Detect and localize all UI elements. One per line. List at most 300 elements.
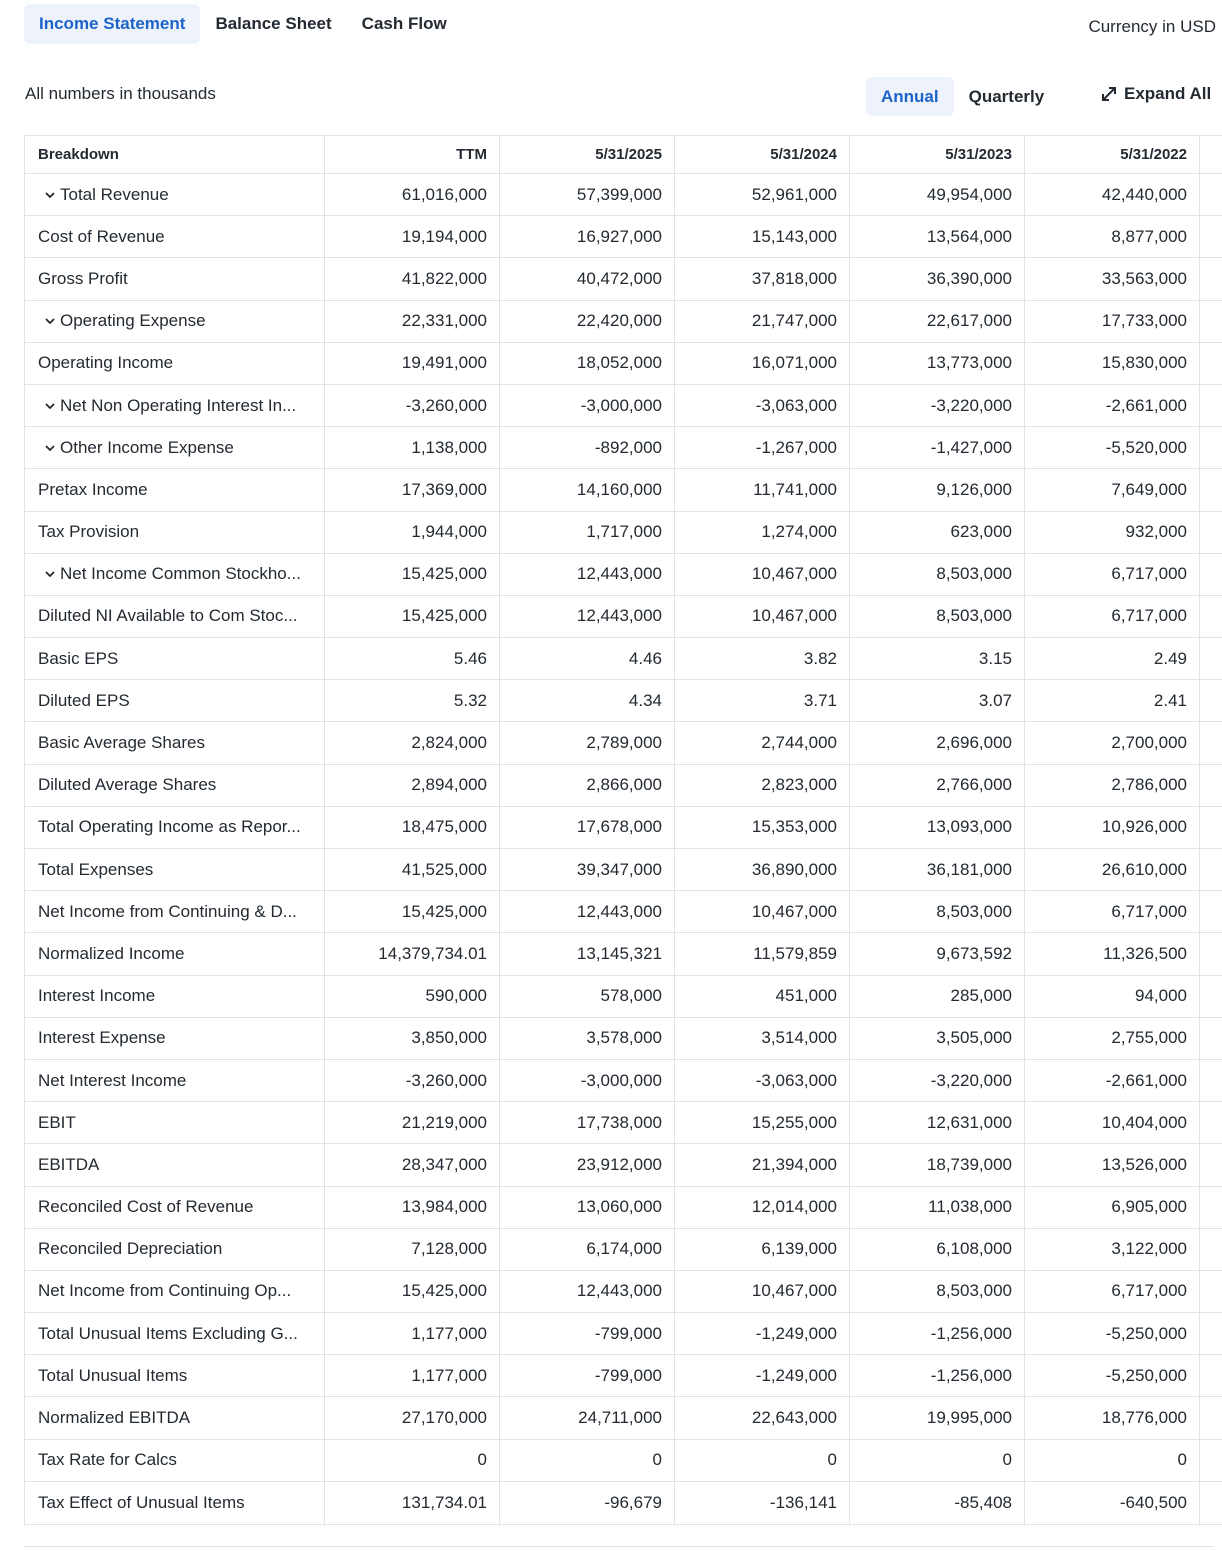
value-cell: 8,503,000 [850,596,1025,637]
value-cell: 1,274,000 [675,512,850,553]
value-cell: 18,776,000 [1025,1397,1200,1438]
value-cell: 94,000 [1025,976,1200,1017]
expand-all-button[interactable] [1100,84,1211,104]
row-spacer [1200,1229,1222,1270]
row-spacer [1200,1102,1222,1143]
value-cell: 15,143,000 [675,216,850,257]
table-row [25,638,1222,680]
value-cell: 2.41 [1025,680,1200,721]
header-2024: 5/31/2024 [675,136,850,173]
value-cell: -1,267,000 [675,427,850,468]
table-row [25,891,1222,933]
value-cell: 19,995,000 [850,1397,1025,1438]
value-cell: 6,717,000 [1025,554,1200,595]
value-cell: 12,443,000 [500,1271,675,1312]
row-label: Diluted NI Available to Com Stoc... [38,606,298,626]
row-label-cell [25,1229,325,1270]
value-cell: 2,755,000 [1025,1018,1200,1059]
value-cell: 24,711,000 [500,1397,675,1438]
value-cell: -2,661,000 [1025,385,1200,426]
value-cell: 3,505,000 [850,1018,1025,1059]
value-cell: 49,954,000 [850,174,1025,215]
value-cell: 15,425,000 [325,1271,500,1312]
value-cell: 11,038,000 [850,1187,1025,1228]
value-cell: 19,491,000 [325,343,500,384]
table-row [25,427,1222,469]
row-spacer [1200,1440,1222,1481]
row-label: Pretax Income [38,479,148,499]
table-row [25,469,1222,511]
value-cell: 3.82 [675,638,850,679]
value-cell: 22,617,000 [850,301,1025,342]
table-row [25,807,1222,849]
table-row [25,1440,1222,1482]
value-cell: 2,700,000 [1025,722,1200,763]
bottom-divider [24,1546,1214,1547]
row-spacer [1200,1271,1222,1312]
table-row [25,216,1222,258]
table-row [25,1144,1222,1186]
row-label: Total Operating Income as Repor... [38,817,301,837]
annual-button[interactable]: Annual [866,77,954,116]
row-spacer [1200,976,1222,1017]
value-cell: 6,905,000 [1025,1187,1200,1228]
value-cell: 10,404,000 [1025,1102,1200,1143]
value-cell: 22,331,000 [325,301,500,342]
expand-all-label: Expand All [1124,84,1212,103]
value-cell: 1,177,000 [325,1355,500,1396]
value-cell: 13,564,000 [850,216,1025,257]
table-row [25,1187,1222,1229]
row-spacer [1200,427,1222,468]
value-cell: 11,326,500 [1025,933,1200,974]
row-spacer [1200,1397,1222,1438]
row-label-cell [25,765,325,806]
row-label: Normalized Income [38,943,185,963]
value-cell: 578,000 [500,976,675,1017]
chevron-down-icon[interactable] [41,400,59,412]
value-cell: 0 [325,1440,500,1481]
value-cell: 61,016,000 [325,174,500,215]
value-cell: 12,443,000 [500,554,675,595]
row-label-cell [25,891,325,932]
row-label: Net Income from Continuing & D... [38,901,297,921]
value-cell: 10,467,000 [675,891,850,932]
value-cell: -1,249,000 [675,1313,850,1354]
row-label-cell [25,258,325,299]
value-cell: 36,390,000 [850,258,1025,299]
row-label: Total Revenue [60,184,169,204]
quarterly-button[interactable]: Quarterly [968,87,1045,106]
row-label: Basic Average Shares [38,733,205,753]
value-cell: -799,000 [500,1355,675,1396]
value-cell: 8,503,000 [850,1271,1025,1312]
table-header-row [25,136,1222,174]
row-label-cell[interactable] [25,385,325,426]
value-cell: 8,503,000 [850,891,1025,932]
table-row [25,343,1222,385]
row-label-cell[interactable] [25,554,325,595]
value-cell: 6,174,000 [500,1229,675,1270]
value-cell: 12,014,000 [675,1187,850,1228]
value-cell: 3,514,000 [675,1018,850,1059]
value-cell: 8,877,000 [1025,216,1200,257]
value-cell: 10,467,000 [675,1271,850,1312]
value-cell: -3,260,000 [325,385,500,426]
row-label: Diluted Average Shares [38,775,217,795]
row-label: Normalized EBITDA [38,1408,191,1428]
table-row [25,1229,1222,1271]
value-cell: 7,128,000 [325,1229,500,1270]
value-cell: 12,443,000 [500,596,675,637]
value-cell: 5.32 [325,680,500,721]
value-cell: 2,866,000 [500,765,675,806]
value-cell: 16,071,000 [675,343,850,384]
row-label: Other Income Expense [60,437,234,457]
table-row [25,976,1222,1018]
value-cell: 15,255,000 [675,1102,850,1143]
table-row [25,1018,1222,1060]
value-cell: 2,766,000 [850,765,1025,806]
value-cell: 623,000 [850,512,1025,553]
value-cell: 57,399,000 [500,174,675,215]
row-label: Tax Effect of Unusual Items [38,1492,245,1512]
table-row [25,174,1222,216]
row-spacer [1200,933,1222,974]
row-spacer [1200,1144,1222,1185]
value-cell: -1,256,000 [850,1313,1025,1354]
value-cell: 21,219,000 [325,1102,500,1143]
row-spacer [1200,1355,1222,1396]
value-cell: 4.46 [500,638,675,679]
row-spacer [1200,1313,1222,1354]
value-cell: 6,139,000 [675,1229,850,1270]
value-cell: 2,789,000 [500,722,675,763]
value-cell: 1,177,000 [325,1313,500,1354]
value-cell: 14,379,734.01 [325,933,500,974]
row-label: Basic EPS [38,648,119,668]
row-spacer [1200,1060,1222,1101]
header-spacer [1200,136,1222,173]
value-cell: 10,467,000 [675,596,850,637]
value-cell: 3,578,000 [500,1018,675,1059]
value-cell: 52,961,000 [675,174,850,215]
row-label-cell[interactable] [25,301,325,342]
value-cell: 19,194,000 [325,216,500,257]
row-label: Net Income from Continuing Op... [38,1281,292,1301]
value-cell: 0 [500,1440,675,1481]
row-label: EBIT [38,1112,76,1132]
value-cell: 39,347,000 [500,849,675,890]
tab-balance-sheet[interactable]: Balance Sheet [215,14,332,33]
value-cell: 21,747,000 [675,301,850,342]
row-label-cell [25,807,325,848]
value-cell: 131,734.01 [325,1482,500,1524]
value-cell: -3,260,000 [325,1060,500,1101]
row-spacer [1200,891,1222,932]
value-cell: 16,927,000 [500,216,675,257]
row-label-cell [25,1313,325,1354]
value-cell: -5,520,000 [1025,427,1200,468]
value-cell: 13,984,000 [325,1187,500,1228]
value-cell: 5.46 [325,638,500,679]
row-label: Interest Income [38,986,156,1006]
table-row [25,596,1222,638]
row-label-cell [25,469,325,510]
value-cell: -136,141 [675,1482,850,1524]
value-cell: 36,890,000 [675,849,850,890]
value-cell: 11,579,859 [675,933,850,974]
value-cell: 0 [675,1440,850,1481]
value-cell: -892,000 [500,427,675,468]
value-cell: 3,122,000 [1025,1229,1200,1270]
table-row [25,849,1222,891]
value-cell: -799,000 [500,1313,675,1354]
table-row [25,554,1222,596]
value-cell: -85,408 [850,1482,1025,1524]
tab-income-statement[interactable]: Income Statement [24,4,200,44]
header-2023: 5/31/2023 [850,136,1025,173]
value-cell: 23,912,000 [500,1144,675,1185]
row-label: Diluted EPS [38,690,130,710]
row-spacer [1200,849,1222,890]
value-cell: 12,631,000 [850,1102,1025,1143]
row-label-cell [25,638,325,679]
table-row [25,680,1222,722]
value-cell: -1,427,000 [850,427,1025,468]
value-cell: 2,894,000 [325,765,500,806]
value-cell: 1,138,000 [325,427,500,468]
row-spacer [1200,638,1222,679]
value-cell: -96,679 [500,1482,675,1524]
row-label-cell [25,1187,325,1228]
row-label-cell [25,1060,325,1101]
value-cell: 15,425,000 [325,596,500,637]
value-cell: 3.15 [850,638,1025,679]
row-label: Cost of Revenue [38,226,165,246]
value-cell: 2,696,000 [850,722,1025,763]
value-cell: 6,717,000 [1025,891,1200,932]
row-label-cell [25,1102,325,1143]
row-label-cell [25,1144,325,1185]
value-cell: 6,108,000 [850,1229,1025,1270]
row-label-cell [25,976,325,1017]
chevron-down-icon[interactable] [41,442,59,454]
value-cell: 7,649,000 [1025,469,1200,510]
value-cell: 21,394,000 [675,1144,850,1185]
value-cell: -5,250,000 [1025,1313,1200,1354]
row-label-cell [25,849,325,890]
value-cell: 1,944,000 [325,512,500,553]
value-cell: 13,526,000 [1025,1144,1200,1185]
table-row [25,1355,1222,1397]
value-cell: 33,563,000 [1025,258,1200,299]
row-spacer [1200,1187,1222,1228]
tab-cash-flow[interactable]: Cash Flow [361,14,447,33]
chevron-down-icon[interactable] [41,189,59,201]
value-cell: 590,000 [325,976,500,1017]
currency-note: Currency in USD [1088,17,1216,36]
chevron-down-icon[interactable] [41,568,59,580]
value-cell: 28,347,000 [325,1144,500,1185]
table-row [25,1397,1222,1439]
table-row [25,301,1222,343]
row-label: Reconciled Depreciation [38,1239,223,1259]
row-label: Net Non Operating Interest In... [60,395,297,415]
row-label-cell [25,1271,325,1312]
row-label: Reconciled Cost of Revenue [38,1197,254,1217]
table-row [25,1482,1222,1524]
row-spacer [1200,385,1222,426]
value-cell: 2,786,000 [1025,765,1200,806]
value-cell: 6,717,000 [1025,1271,1200,1312]
row-spacer [1200,807,1222,848]
expand-icon [1100,85,1118,103]
value-cell: -640,500 [1025,1482,1200,1524]
value-cell: 15,425,000 [325,891,500,932]
value-cell: 10,926,000 [1025,807,1200,848]
row-label-cell [25,216,325,257]
row-spacer [1200,216,1222,257]
value-cell: 18,052,000 [500,343,675,384]
row-label-cell [25,1018,325,1059]
row-spacer [1200,301,1222,342]
value-cell: 14,160,000 [500,469,675,510]
statement-tabs [24,4,462,44]
value-cell: -3,220,000 [850,1060,1025,1101]
value-cell: 41,525,000 [325,849,500,890]
value-cell: 11,741,000 [675,469,850,510]
row-label: Net Interest Income [38,1070,187,1090]
chevron-down-icon[interactable] [41,315,59,327]
value-cell: 9,673,592 [850,933,1025,974]
table-row [25,1060,1222,1102]
table-row [25,512,1222,554]
value-cell: 42,440,000 [1025,174,1200,215]
value-cell: 285,000 [850,976,1025,1017]
row-label: Operating Income [38,353,174,373]
row-label-cell [25,343,325,384]
value-cell: 22,643,000 [675,1397,850,1438]
value-cell: 13,145,321 [500,933,675,974]
value-cell: 6,717,000 [1025,596,1200,637]
header-breakdown: Breakdown [25,136,325,173]
row-label: Total Unusual Items [38,1365,188,1385]
value-cell: 2,744,000 [675,722,850,763]
row-spacer [1200,1482,1222,1524]
row-label: Total Unusual Items Excluding G... [38,1323,298,1343]
row-label: Operating Expense [60,311,206,331]
row-spacer [1200,765,1222,806]
row-spacer [1200,596,1222,637]
row-label-cell [25,1397,325,1438]
table-row [25,722,1222,764]
value-cell: 2.49 [1025,638,1200,679]
value-cell: -3,220,000 [850,385,1025,426]
value-cell: 37,818,000 [675,258,850,299]
row-label: Interest Expense [38,1028,166,1048]
row-label-cell[interactable] [25,174,325,215]
period-toggle [866,77,1059,116]
value-cell: 40,472,000 [500,258,675,299]
row-label-cell [25,1482,325,1524]
header-2022: 5/31/2022 [1025,136,1200,173]
value-cell: 15,353,000 [675,807,850,848]
value-cell: 0 [1025,1440,1200,1481]
value-cell: 13,773,000 [850,343,1025,384]
row-spacer [1200,722,1222,763]
value-cell: 15,830,000 [1025,343,1200,384]
row-label: Total Expenses [38,859,154,879]
value-cell: 22,420,000 [500,301,675,342]
value-cell: -1,249,000 [675,1355,850,1396]
row-spacer [1200,1018,1222,1059]
value-cell: 26,610,000 [1025,849,1200,890]
value-cell: -5,250,000 [1025,1355,1200,1396]
table-row [25,765,1222,807]
value-cell: 36,181,000 [850,849,1025,890]
value-cell: 3.07 [850,680,1025,721]
value-cell: 2,823,000 [675,765,850,806]
value-cell: 1,717,000 [500,512,675,553]
row-label-cell [25,680,325,721]
row-spacer [1200,343,1222,384]
row-label: EBITDA [38,1154,100,1174]
value-cell: 9,126,000 [850,469,1025,510]
value-cell: 932,000 [1025,512,1200,553]
value-cell: 15,425,000 [325,554,500,595]
financials-table [24,135,1222,1525]
table-row [25,258,1222,300]
value-cell: 451,000 [675,976,850,1017]
row-spacer [1200,258,1222,299]
row-label-cell [25,933,325,974]
table-row [25,933,1222,975]
units-note: All numbers in thousands [25,84,216,103]
value-cell: -2,661,000 [1025,1060,1200,1101]
row-spacer [1200,469,1222,510]
row-label-cell [25,596,325,637]
header-ttm: TTM [325,136,500,173]
table-row [25,385,1222,427]
row-spacer [1200,512,1222,553]
value-cell: -3,063,000 [675,385,850,426]
value-cell: 12,443,000 [500,891,675,932]
value-cell: 17,738,000 [500,1102,675,1143]
value-cell: -3,000,000 [500,385,675,426]
value-cell: 8,503,000 [850,554,1025,595]
value-cell: 10,467,000 [675,554,850,595]
value-cell: 3.71 [675,680,850,721]
header-2025: 5/31/2025 [500,136,675,173]
row-spacer [1200,174,1222,215]
row-label-cell[interactable] [25,427,325,468]
value-cell: 41,822,000 [325,258,500,299]
value-cell: -1,256,000 [850,1355,1025,1396]
value-cell: 0 [850,1440,1025,1481]
value-cell: 4.34 [500,680,675,721]
row-label: Net Income Common Stockho... [60,564,301,584]
row-spacer [1200,554,1222,595]
row-spacer [1200,680,1222,721]
value-cell: -3,063,000 [675,1060,850,1101]
value-cell: 13,093,000 [850,807,1025,848]
value-cell: 13,060,000 [500,1187,675,1228]
table-row [25,1313,1222,1355]
value-cell: 27,170,000 [325,1397,500,1438]
value-cell: 18,739,000 [850,1144,1025,1185]
row-label-cell [25,512,325,553]
